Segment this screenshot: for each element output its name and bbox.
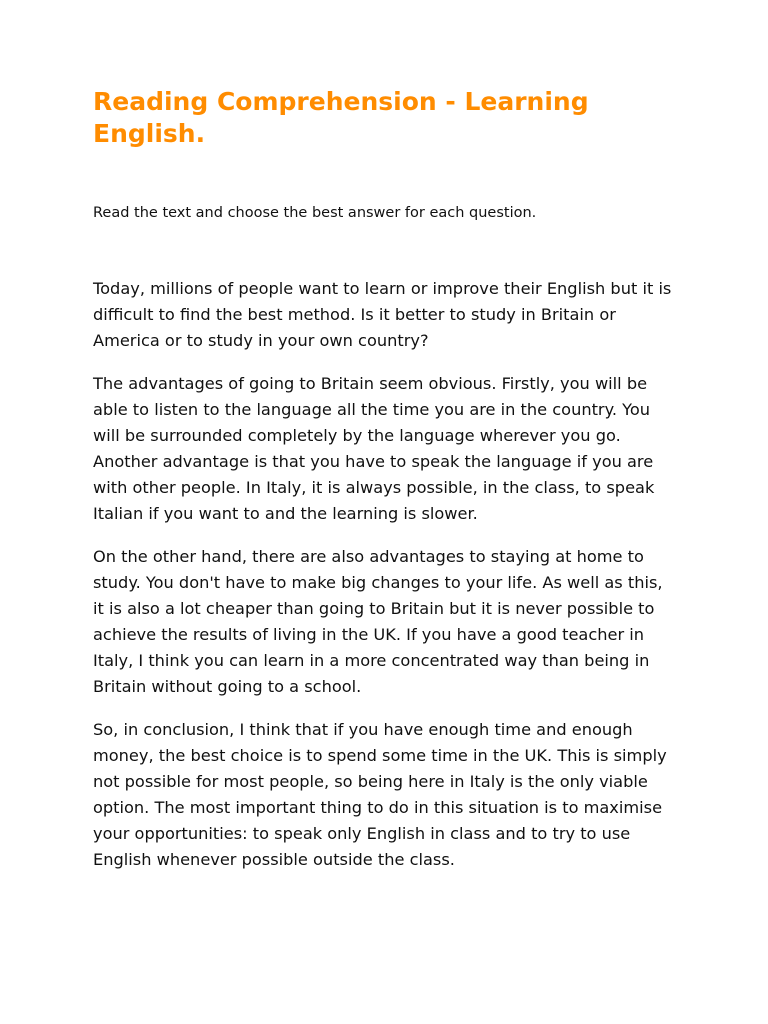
passage-paragraph-4: So, in conclusion, I think that if you have enough time and enough money, the best choice is to spend some time in the UK. This is simply not possible for most people, so being here in Italy is the only viable option. The most important thing to do in this situation is to maximise your opportunities: to speak only English in class and to try to use English whenever possible outside the class. [93, 720, 667, 869]
passage-paragraph-2: The advantages of going to Britain seem obvious. Firstly, you will be able to listen to the language all the time you are in the country. You will be surrounded completely by the language wherever you go. Another advantage is that you have to speak the language if you are with other people. In Italy, it is always possible, in the class, to speak Italian if you want to and the learning is slower. [93, 374, 655, 523]
instructions-text: Read the text and choose the best answer for each question. [93, 205, 537, 221]
reading-passage [93, 276, 678, 873]
passage-paragraph-1: Today, millions of people want to learn or improve their English but it is difficult to find the best method. Is it better to study in Britain or America or to study in your own country? [93, 279, 672, 350]
passage-paragraph-3: On the other hand, there are also advantages to staying at home to study. You don't have to make big changes to your life. As well as this, it is also a lot cheaper than going to Britain but it is never possible to achieve the results of living in the UK. If you have a good teacher in Italy, I think you can learn in a more concentrated way than being in Britain without going to a school. [93, 547, 663, 696]
document-page [93, 86, 678, 890]
document-title: Reading Comprehension - Learning English. [93, 87, 589, 148]
